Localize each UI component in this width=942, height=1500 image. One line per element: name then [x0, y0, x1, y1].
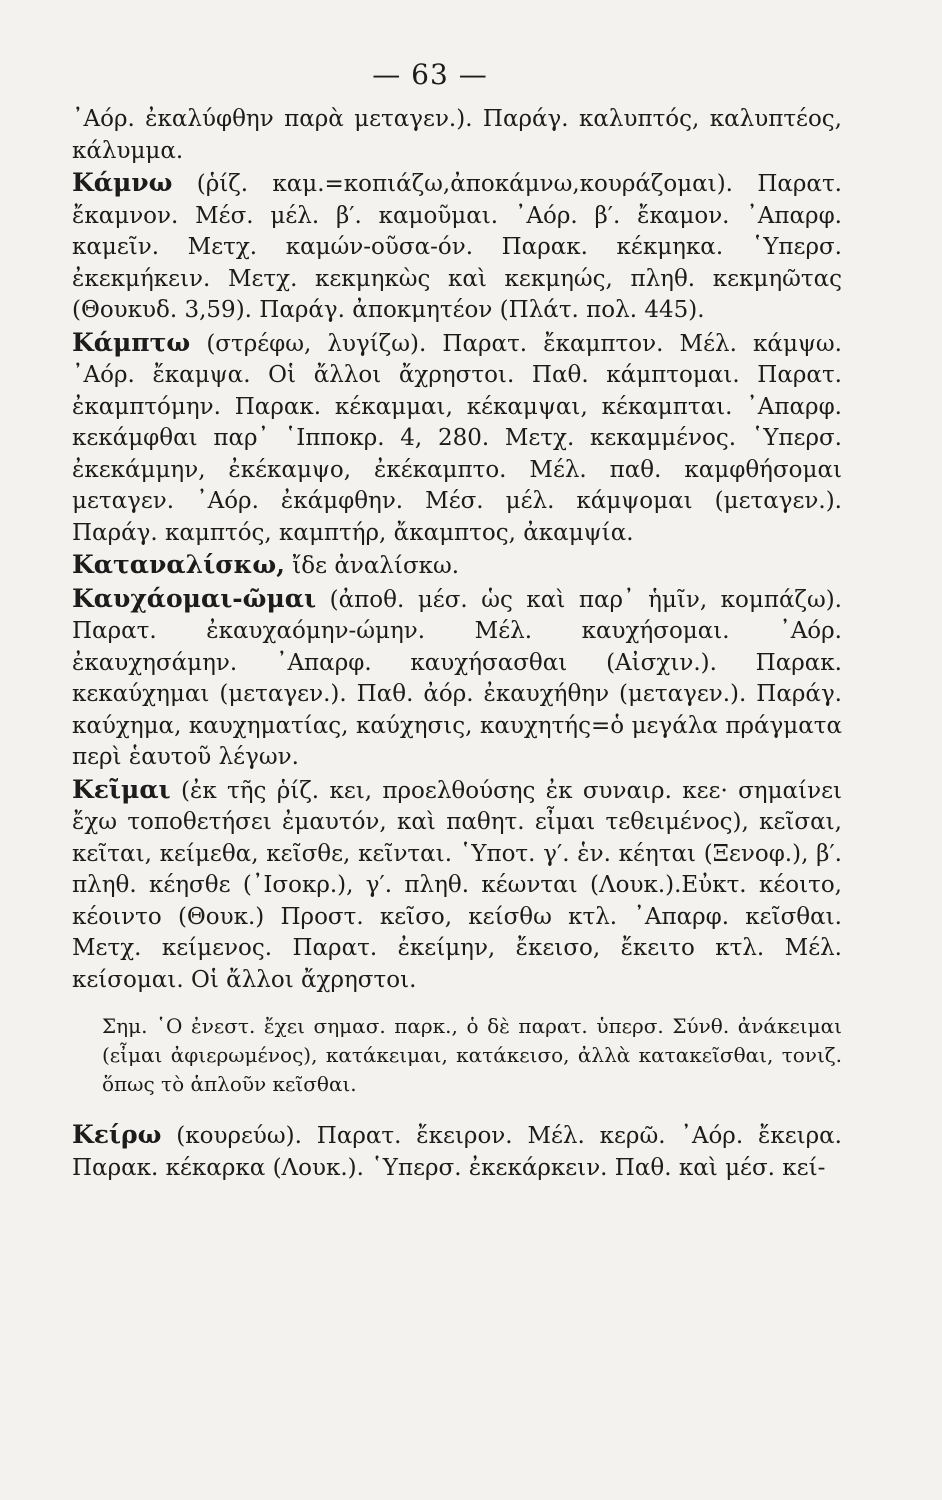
headword: Καυχάομαι-ῶμαι	[72, 583, 317, 613]
entry-text: (κουρεύω). Παρατ. ἔκειρον. Μέλ. κερῶ. ᾿Αόρ. ἔκειρα. Παρακ. κέκαρκα (Λουκ.). ῾Υπερσ. ἐκεκάρκειν. Παθ. καὶ μέσ. κεί-	[72, 1123, 842, 1181]
entry-text: ᾿Αόρ. ἐκαλύφθην παρὰ μεταγεν.). Παράγ. καλυπτός, καλυπτέος, κάλυμμα.	[72, 106, 842, 164]
entry-keiro	[72, 1119, 842, 1184]
headword: Κάμπτω	[72, 327, 191, 357]
entry-text: (ῥίζ. καμ.=κοπιάζω,ἀποκάμνω,κουράζομαι). Παρατ. ἔκαμνον. Μέσ. μέλ. β′. καμοῦμαι. ᾿Αόρ. β′. ἔκαμον. ᾿Απαρφ. καμεῖν. Μετχ. καμών-οῦσα-όν. Παρακ. κέκμηκα. ῾Υπερσ. ἐκεκμήκειν. Μετχ. κεκμηκὼς καὶ κεκμηώς, πληθ. κεκμηῶτας (Θουκυδ. 3,59). Παράγ. ἀποκμητέον (Πλάτ. πολ. 445).	[72, 171, 842, 323]
entry-katanalisko	[72, 549, 842, 583]
headword: Καταναλίσκω,	[72, 550, 285, 579]
entry-kampto	[72, 327, 842, 550]
headword: Κάμνω	[72, 168, 173, 197]
entry-text: (ἐκ τῆς ῥίζ. κει, προελθούσης ἐκ συναιρ. κεε· σημαίνει ἔχω τοποθετήσει ἐμαυτόν, καὶ παθητ. εἶμαι τεθειμένος), κεῖσαι, κεῖται, κείμεθα, κεῖσθε, κεῖνται. ῾Υποτ. γ′. ἑν. κέηται (Ξενοφ.), β′. πληθ. κέησθε (᾿Ισοκρ.), γ′. πληθ. κέωνται (Λουκ.).Εὐκτ. κέοιτο, κέοιντο (Θουκ.) Προστ. κεῖσο, κείσθω κτλ. ᾿Απαρφ. κεῖσθαι. Μετχ. κείμενος. Παρατ. ἐκείμην, ἔκεισο, ἔκειτο κτλ. Μέλ. κείσομαι. Οἱ ἄλλοι ἄχρηστοι.	[72, 777, 842, 993]
entry-kamno	[72, 167, 842, 327]
entry-text: (ἀποθ. μέσ. ὡς καὶ παρ᾿ ἡμῖν, κομπάζω). Παρατ. ἐκαυχαόμην-ώμην. Μέλ. καυχήσομαι. ᾿Αόρ. ἐκαυχησάμην. ᾿Απαρφ. καυχήσασθαι (Αἰσχιν.). Παρακ. κεκαύχημαι (μεταγεν.). Παθ. ἀόρ. ἐκαυχήθην (μεταγεν.). Παράγ. καύχημα, καυχηματίας, καύχησις, καυχητής=ὁ μεγάλα πράγματα περὶ ἑαυτοῦ λέγων.	[72, 586, 842, 770]
headword: Κεῖμαι	[72, 774, 171, 804]
page-text	[72, 104, 842, 1184]
note-paragraph	[72, 1012, 842, 1099]
entry-continuation	[72, 104, 842, 167]
headword: Κείρω	[72, 1120, 162, 1149]
entry-keimai	[72, 774, 842, 997]
note-text: Σημ. ῾Ο ἐνεστ. ἔχει σημασ. παρκ., ὁ δὲ παρατ. ὑπερσ. Σύνθ. ἀνάκειμαι (εἶμαι ἀφιερωμένος), κατάκειμαι, κατάκεισο, ἀλλὰ κατακεῖσθαι, τονιζ. ὅπως τὸ ἁπλοῦν κεῖσθαι.	[102, 1014, 842, 1096]
entry-kauchaomai	[72, 583, 842, 774]
entry-text: (στρέφω, λυγίζω). Παρατ. ἔκαμπτον. Μέλ. κάμψω. ᾿Αόρ. ἔκαμψα. Οἱ ἄλλοι ἄχρηστοι. Παθ. κάμπτομαι. Παρατ. ἐκαμπτόμην. Παρακ. κέκαμμαι, κέκαμψαι, κέκαμπται. ᾿Απαρφ. κεκάμφθαι παρ᾿ ῾Ιπποκρ. 4, 280. Μετχ. κεκαμμένος. ῾Υπερσ. ἐκεκάμμην, ἐκέκαμψο, ἐκέκαμπτο. Μέλ. παθ. καμφθήσομαι μεταγεν. ᾿Αόρ. ἐκάμφθην. Μέσ. μέλ. κάμψομαι (μεταγεν.). Παράγ. καμπτός, καμπτήρ, ἄκαμπτος, ἀκαμψία.	[72, 330, 842, 546]
entry-text: ἴδε ἀναλίσκω.	[284, 553, 460, 579]
page-number: — 63 —	[372, 58, 488, 91]
